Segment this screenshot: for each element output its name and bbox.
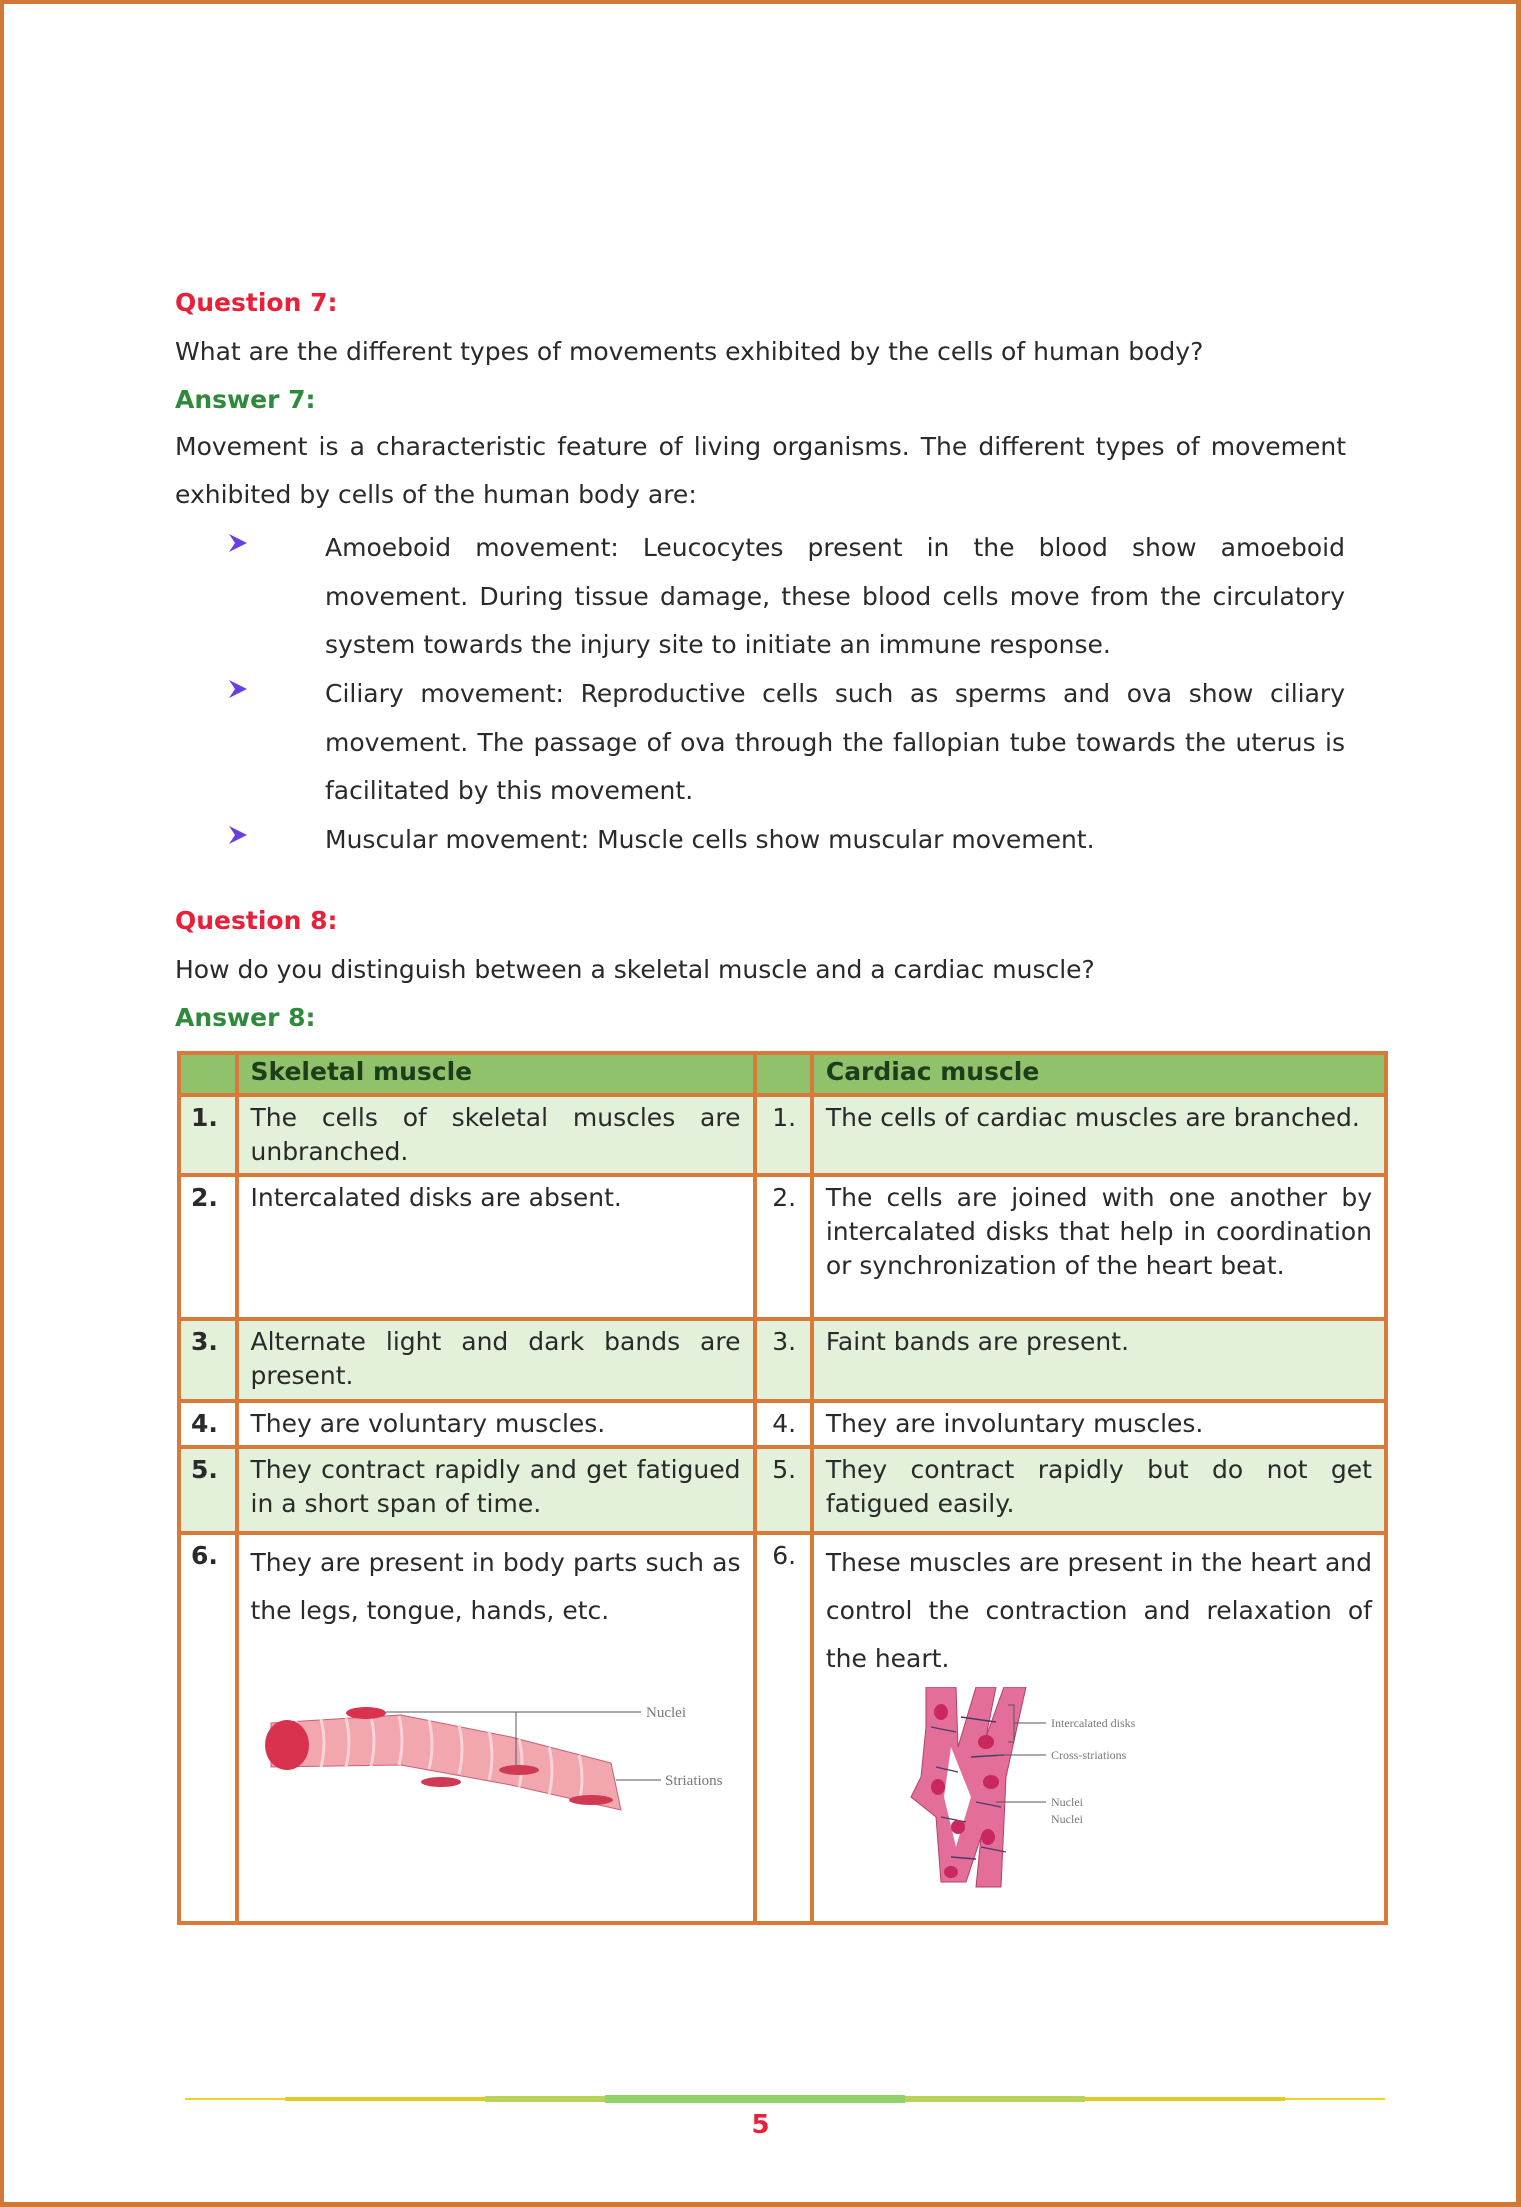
arrowhead-bullet-icon bbox=[227, 824, 249, 846]
skeletal-cell: The cells of skeletal muscles are unbranched. bbox=[237, 1095, 755, 1175]
header-num bbox=[179, 1053, 237, 1095]
question-8-label: Question 8: bbox=[175, 906, 338, 935]
page-number: 5 bbox=[751, 2110, 770, 2140]
row-number: 3. bbox=[179, 1319, 237, 1401]
row-number: 4. bbox=[179, 1401, 237, 1447]
label-nuclei: Nuclei bbox=[645, 1705, 686, 1721]
label-nuclei: Nuclei bbox=[1050, 1812, 1083, 1826]
footer-divider bbox=[185, 2095, 1385, 2103]
skeletal-row6-text: They are present in body parts such as the legs, tongue, hands, etc. bbox=[250, 1548, 741, 1625]
skeletal-cell: Intercalated disks are absent. bbox=[237, 1175, 755, 1319]
cardiac-cell: Faint bands are present. bbox=[812, 1319, 1386, 1401]
row-number: 6. bbox=[755, 1533, 812, 1923]
cardiac-cell: They are involuntary muscles. bbox=[812, 1401, 1386, 1447]
comparison-table bbox=[177, 1051, 1388, 1925]
skeletal-cell: They are voluntary muscles. bbox=[237, 1401, 755, 1447]
arrowhead-bullet-icon bbox=[227, 532, 249, 554]
cardiac-muscle-diagram bbox=[896, 1687, 1216, 1892]
answer-7-intro: Movement is a characteristic feature of living organisms. The different types of movement exhibited by cells of the human body are: bbox=[175, 432, 1346, 509]
table-row bbox=[179, 1533, 1386, 1923]
skeletal-cell: They contract rapidly and get fatigued in a short span of time. bbox=[237, 1447, 755, 1533]
header-num bbox=[755, 1053, 812, 1095]
question-7-label: Question 7: bbox=[175, 288, 338, 317]
row-number: 3. bbox=[755, 1319, 812, 1401]
row-number: 5. bbox=[755, 1447, 812, 1533]
row-number: 5. bbox=[179, 1447, 237, 1533]
skeletal-cell: Alternate light and dark bands are present. bbox=[237, 1319, 755, 1401]
question-7-text: What are the different types of movements exhibited by the cells of human body? bbox=[175, 337, 1204, 366]
label-cross-striations: Cross-striations bbox=[1050, 1748, 1127, 1762]
label-striations: Striations bbox=[664, 1773, 723, 1789]
bullet-text: Amoeboid movement: Leucocytes present in the blood show amoeboid movement. During tissue damage, these blood cells move from the circulatory system towards the injury site to initiate an immune response. bbox=[325, 533, 1345, 659]
row-number: 1. bbox=[755, 1095, 812, 1175]
label-nuclei: Nuclei bbox=[1050, 1795, 1083, 1809]
cardiac-cell: The cells are joined with one another by intercalated disks that help in coordination or synchronization of the heart beat. bbox=[812, 1175, 1386, 1319]
table-row bbox=[179, 1447, 1386, 1533]
skeletal-muscle-diagram bbox=[251, 1675, 741, 1845]
cardiac-cell: The cells of cardiac muscles are branched. bbox=[812, 1095, 1386, 1175]
skeletal-cell bbox=[237, 1533, 755, 1923]
answer-8-label: Answer 8: bbox=[175, 1003, 316, 1032]
header-cardiac: Cardiac muscle bbox=[812, 1053, 1386, 1095]
table-header-row bbox=[179, 1053, 1386, 1095]
table-row bbox=[179, 1401, 1386, 1447]
bullet-text: Muscular movement: Muscle cells show muscular movement. bbox=[325, 825, 1095, 854]
row-number: 1. bbox=[179, 1095, 237, 1175]
cardiac-row6-text: These muscles are present in the heart and control the contraction and relaxation of the heart. bbox=[825, 1548, 1372, 1673]
label-intercalated-disks: Intercalated disks bbox=[1050, 1716, 1136, 1730]
arrowhead-bullet-icon bbox=[227, 678, 249, 700]
table-row bbox=[179, 1095, 1386, 1175]
row-number: 2. bbox=[179, 1175, 237, 1319]
row-number: 4. bbox=[755, 1401, 812, 1447]
answer-7-label: Answer 7: bbox=[175, 385, 316, 414]
table-row bbox=[179, 1319, 1386, 1401]
row-number: 6. bbox=[179, 1533, 237, 1923]
cardiac-cell bbox=[812, 1533, 1386, 1923]
cardiac-cell: They contract rapidly but do not get fatigued easily. bbox=[812, 1447, 1386, 1533]
question-8-text: How do you distinguish between a skeletal muscle and a cardiac muscle? bbox=[175, 955, 1095, 984]
header-skeletal: Skeletal muscle bbox=[237, 1053, 755, 1095]
bullet-text: Ciliary movement: Reproductive cells such as sperms and ova show ciliary movement. The passage of ova through the fallopian tube towards the uterus is facilitated by this movement. bbox=[325, 679, 1345, 805]
table-row bbox=[179, 1175, 1386, 1319]
row-number: 2. bbox=[755, 1175, 812, 1319]
